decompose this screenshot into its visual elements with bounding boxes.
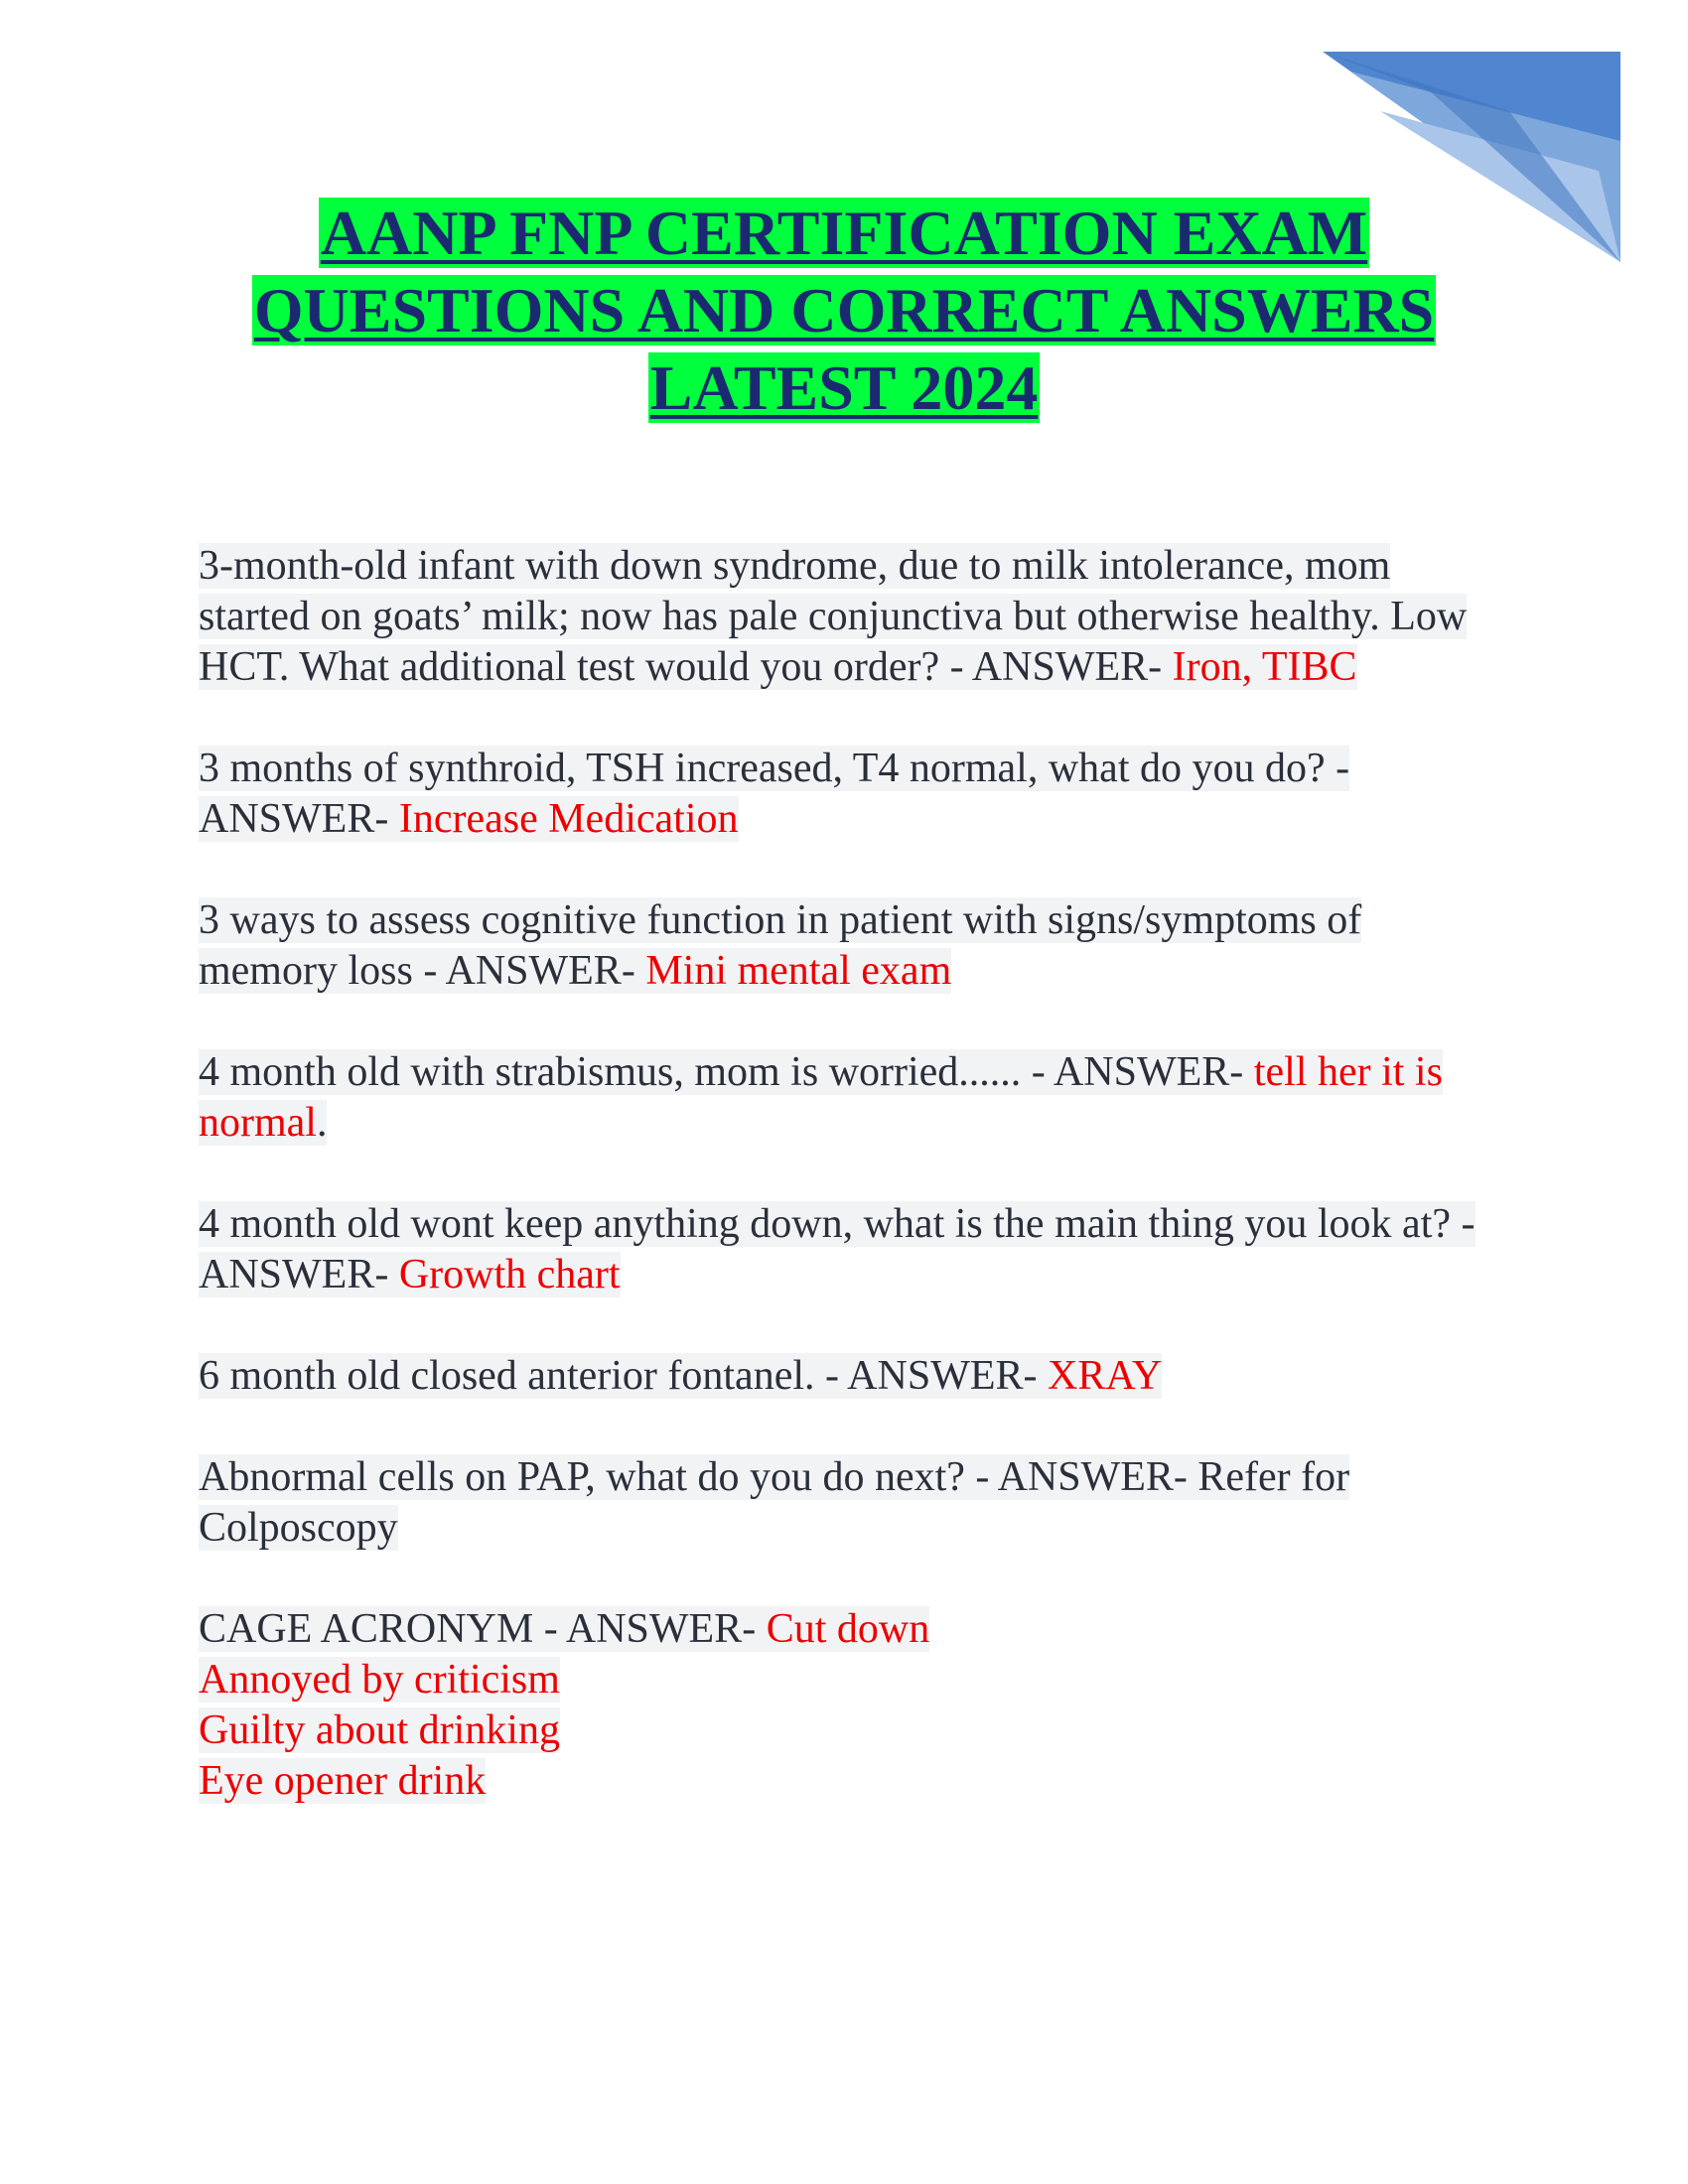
question-text: 4 month old wont keep anything down, what is the main thing you look at? - ANSWER- [199, 1201, 1476, 1297]
question-text: CAGE ACRONYM - ANSWER- [199, 1606, 767, 1652]
cage-answer-line: Cut down [766, 1606, 930, 1652]
cage-answer-line: Eye opener drink [199, 1758, 487, 1804]
question-text: Abnormal cells on PAP, what do you do next? - ANSWER- Refer for Colposcopy [199, 1454, 1350, 1551]
document-title [0, 195, 1688, 427]
qa-item [199, 1199, 1489, 1300]
question-text: 3 ways to assess cognitive function in patient with signs/symptoms of memory loss - ANSWER- [199, 897, 1362, 994]
answer-text: tell her it is normal [199, 1049, 1443, 1146]
cage-answer-line: Annoyed by criticism [199, 1657, 560, 1703]
answer-text: Growth chart [398, 1252, 621, 1297]
title-line-2: QUESTIONS AND CORRECT ANSWERS [253, 275, 1435, 345]
title-line-1: AANP FNP CERTIFICATION EXAM [320, 198, 1368, 268]
qa-item [199, 1047, 1489, 1149]
qa-list [199, 541, 1489, 1857]
qa-item [199, 895, 1489, 997]
title-line-3: LATEST 2024 [649, 352, 1039, 423]
qa-item [199, 744, 1489, 845]
cage-answer-line: Guilty about drinking [199, 1707, 560, 1753]
answer-text: Mini mental exam [645, 948, 952, 994]
qa-item [199, 1452, 1489, 1554]
question-text: 6 month old closed anterior fontanel. - ANSWER- [199, 1353, 1048, 1399]
question-text: 3 months of synthroid, TSH increased, T4 normal, what do you do? - ANSWER- [199, 746, 1350, 842]
qa-item-cage [199, 1604, 1489, 1807]
qa-item [199, 1351, 1489, 1402]
question-text: 3-month-old infant with down syndrome, due to milk intolerance, mom started on goats’ milk; now has pale conjunctiva but otherwise healthy. Low HCT. What additional test would you order? - ANSWER- [199, 543, 1468, 690]
answer-text: Increase Medication [398, 796, 739, 842]
qa-item [199, 541, 1489, 693]
answer-suffix: . [316, 1100, 328, 1146]
answer-text: XRAY [1048, 1353, 1163, 1399]
answer-text: Iron, TIBC [1172, 644, 1357, 690]
question-text: 4 month old with strabismus, mom is worried...... - ANSWER- [199, 1049, 1254, 1095]
